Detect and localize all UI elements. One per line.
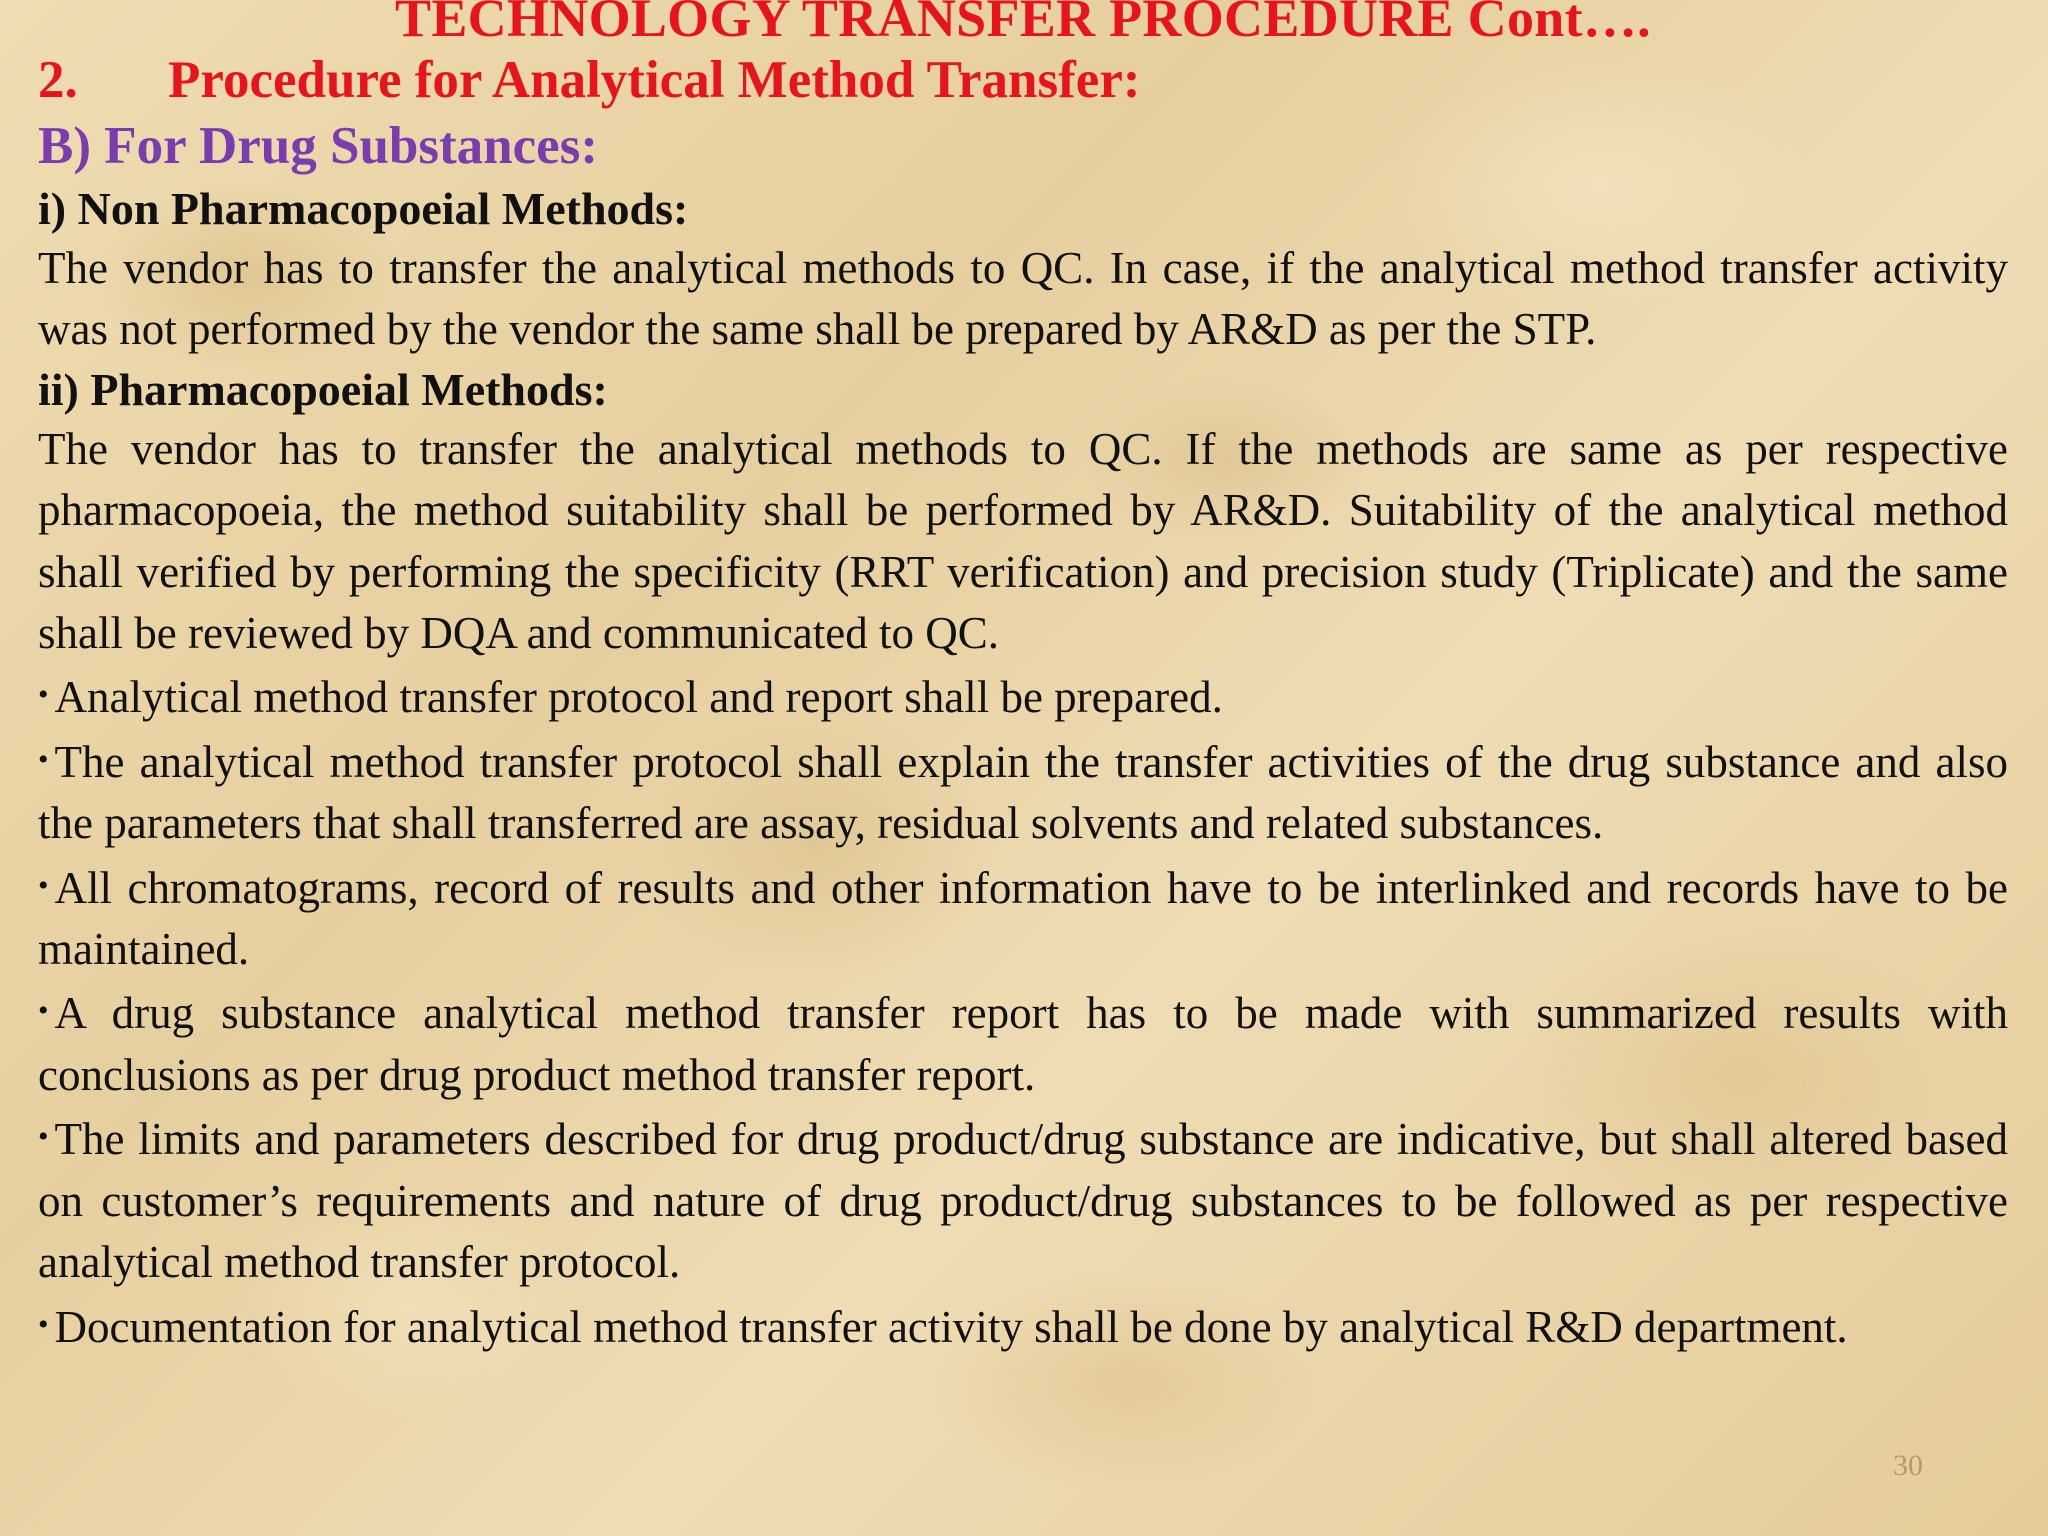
bullet-item [38, 1294, 2008, 1358]
bullet-item [38, 729, 2008, 855]
non-pharmacopoeial-heading: i) Non Pharmacopoeial Methods: [38, 183, 689, 234]
bullet-text: All chromatograms, record of results and other information have to be interlinked and records have to be maintained. [38, 862, 2008, 975]
slide-title: TECHNOLOGY TRANSFER PROCEDURE Cont…. [395, 0, 1651, 48]
bullet-item [38, 855, 2008, 981]
bullet-icon: • [38, 868, 49, 902]
pharmacopoeial-text: The vendor has to transfer the analytical methods to QC. If the methods are same as per respective pharmacopoeia, the method suitability shall be performed by AR&D. Suitability of the analytical method shall verified by performing the specificity (RRT verification) and precision study (Triplicate) and the same shall be reviewed by DQA and communicated to QC. [38, 423, 2008, 659]
section-title: Procedure for Analytical Method Transfer: [168, 51, 1141, 109]
subsection-title: B) For Drug Substances: [38, 117, 598, 175]
bullet-item [38, 1106, 2008, 1293]
bullet-text: Analytical method transfer protocol and report shall be prepared. [54, 672, 1223, 723]
bullet-list [38, 664, 2008, 1357]
bullet-text: Documentation for analytical method transfer activity shall be done by analytical R&D department. [54, 1301, 1848, 1352]
bullet-text: The limits and parameters described for drug product/drug substance are indicative, but shall altered based on customer’s requirements and nature of drug product/drug substances to be followed as per respective analytical method transfer protocol. [38, 1114, 2008, 1288]
bullet-item [38, 980, 2008, 1106]
bullet-icon: • [38, 994, 49, 1028]
bullet-icon: • [38, 742, 49, 776]
page-number: 30 [1893, 1449, 1923, 1482]
bullet-text: A drug substance analytical method transfer report has to be made with summarized results with conclusions as per drug product method transfer report. [38, 988, 2008, 1100]
slide [38, 0, 2008, 1536]
bullet-icon: • [38, 1307, 49, 1341]
section-number: 2. [38, 51, 78, 109]
pharmacopoeial-heading: ii) Pharmacopoeial Methods: [38, 363, 608, 415]
bullet-item [38, 664, 2008, 728]
bullet-icon: • [38, 678, 49, 712]
bullet-text: The analytical method transfer protocol shall explain the transfer activities of the drug substance and also the parameters that shall transferred are assay, residual solvents and related substances. [38, 736, 2008, 849]
section-heading [38, 48, 2008, 112]
bullet-icon: • [38, 1120, 49, 1154]
non-pharmacopoeial-text: The vendor has to transfer the analytical methods to QC. In case, if the analytical method transfer activity was not performed by the vendor the same shall be prepared by AR&D as per the STP. [38, 243, 2008, 355]
